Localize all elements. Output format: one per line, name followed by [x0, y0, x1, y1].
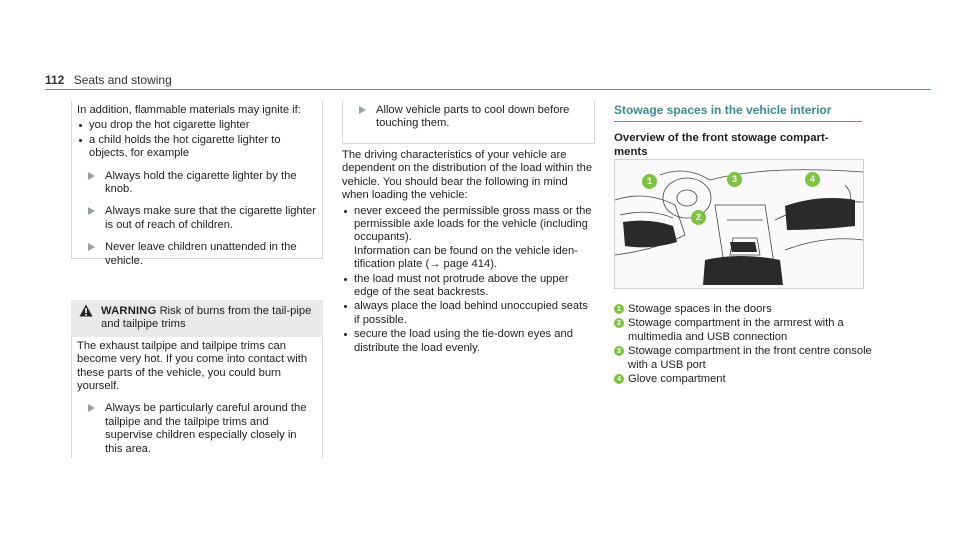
page-reference-link[interactable]: page 414 — [443, 258, 491, 271]
page-number: 112 — [45, 73, 65, 87]
legend-badge: 4 — [614, 374, 624, 384]
instruction-text: Always hold the cigarette lighter by the knob. — [105, 169, 297, 196]
reference-arrow-icon: → — [429, 258, 441, 271]
instruction-text: Never leave children unattended in the vehicle. — [105, 241, 297, 267]
subsection-title: Overview of the front stowage compart-ments — [614, 132, 829, 158]
callout-1: 1 — [642, 174, 657, 189]
warning-title: Risk of burns from the tail-pipe and tailpipe trims — [101, 305, 312, 331]
col1-bullets — [77, 119, 317, 160]
list-item: you drop the hot cigarette lighter — [77, 119, 317, 132]
legend-text: Stowage compartment in the front centre console with a USB port — [628, 345, 872, 371]
arrow-icon — [88, 207, 95, 215]
instruction-row — [77, 402, 317, 456]
arrow-icon — [359, 106, 366, 114]
legend-item — [614, 373, 874, 386]
instruction-text: Always make sure that the cigarette lighter is out of reach of children. — [105, 205, 316, 231]
instruction-row — [77, 241, 317, 268]
warning-body: The exhaust tailpipe and tailpipe trims can become very hot. If you come into contact with these parts of the vehicle, you could burn yourself. — [77, 339, 308, 393]
callout-2: 2 — [691, 210, 706, 225]
warning-header — [71, 300, 323, 337]
col1-frame-left — [71, 101, 72, 258]
instruction-row — [348, 104, 588, 131]
col2-frame-bottom — [342, 143, 595, 144]
list-item — [342, 205, 596, 272]
bullet-text: never exceed the permissible gross mass or the permissible axle loads for the vehicle (including occupants). — [354, 204, 592, 244]
list-item: secure the load using the tie-down eyes and distribute the load evenly. — [342, 328, 596, 355]
interior-illustration — [614, 159, 864, 289]
col2-frame-right — [594, 101, 595, 143]
list-item: always place the load behind unoccupied seats if possible. — [342, 300, 596, 327]
section-title-rule — [614, 121, 862, 122]
instruction-text: Allow vehicle parts to cool down before touching them. — [376, 104, 570, 130]
warning-icon — [79, 304, 93, 321]
arrow-icon — [88, 243, 95, 251]
arrow-icon — [88, 404, 95, 412]
arrow-icon — [88, 172, 95, 180]
instruction-row — [77, 205, 317, 232]
bullet-text: ). — [490, 258, 498, 271]
col1-intro: In addition, flammable materials may ignite if: — [77, 104, 301, 116]
col2-bullets — [342, 205, 596, 355]
warning-label: WARNING — [101, 305, 157, 317]
legend-badge: 2 — [614, 318, 624, 328]
callout-3: 3 — [727, 172, 742, 187]
legend-item — [614, 303, 874, 316]
page-header — [45, 73, 172, 87]
legend-badge: 1 — [614, 304, 624, 314]
col2-block — [342, 149, 596, 356]
section-title: Stowage spaces in the vehicle interior — [614, 103, 832, 117]
warning-box — [71, 300, 323, 456]
col1-frame-right — [322, 101, 323, 258]
list-item: a child holds the hot cigarette lighter to objects, for example — [77, 134, 317, 161]
legend-item — [614, 345, 874, 372]
col2-frame-left — [342, 101, 343, 143]
legend-badge: 3 — [614, 346, 624, 356]
section-name: Seats and stowing — [73, 73, 172, 87]
instruction-row — [77, 170, 317, 197]
legend-text: Stowage spaces in the doors — [628, 303, 772, 315]
callout-4: 4 — [805, 172, 820, 187]
bullet-text: Information can be found on the vehicle iden-tification plate ( — [354, 244, 578, 271]
legend-text: Glove compartment — [628, 373, 726, 386]
instruction-text: Always be particularly careful around the tailpipe and the tailpipe trims and supervise children especially closely in this area. — [105, 402, 307, 455]
col1-block — [77, 104, 317, 268]
col2-intro: The driving characteristics of your vehicle are dependent on the distribution of the load within the vehicle. You should bear the following in mind when loading the vehicle: — [342, 149, 593, 202]
col2-arrow-block — [348, 104, 588, 131]
legend-item — [614, 317, 874, 344]
legend-text: Stowage compartment in the armrest with a multimedia and USB connection — [628, 317, 844, 343]
list-item: the load must not protrude above the upper edge of the seat backrests. — [342, 273, 596, 300]
legend — [614, 303, 874, 387]
header-rule — [45, 89, 931, 90]
